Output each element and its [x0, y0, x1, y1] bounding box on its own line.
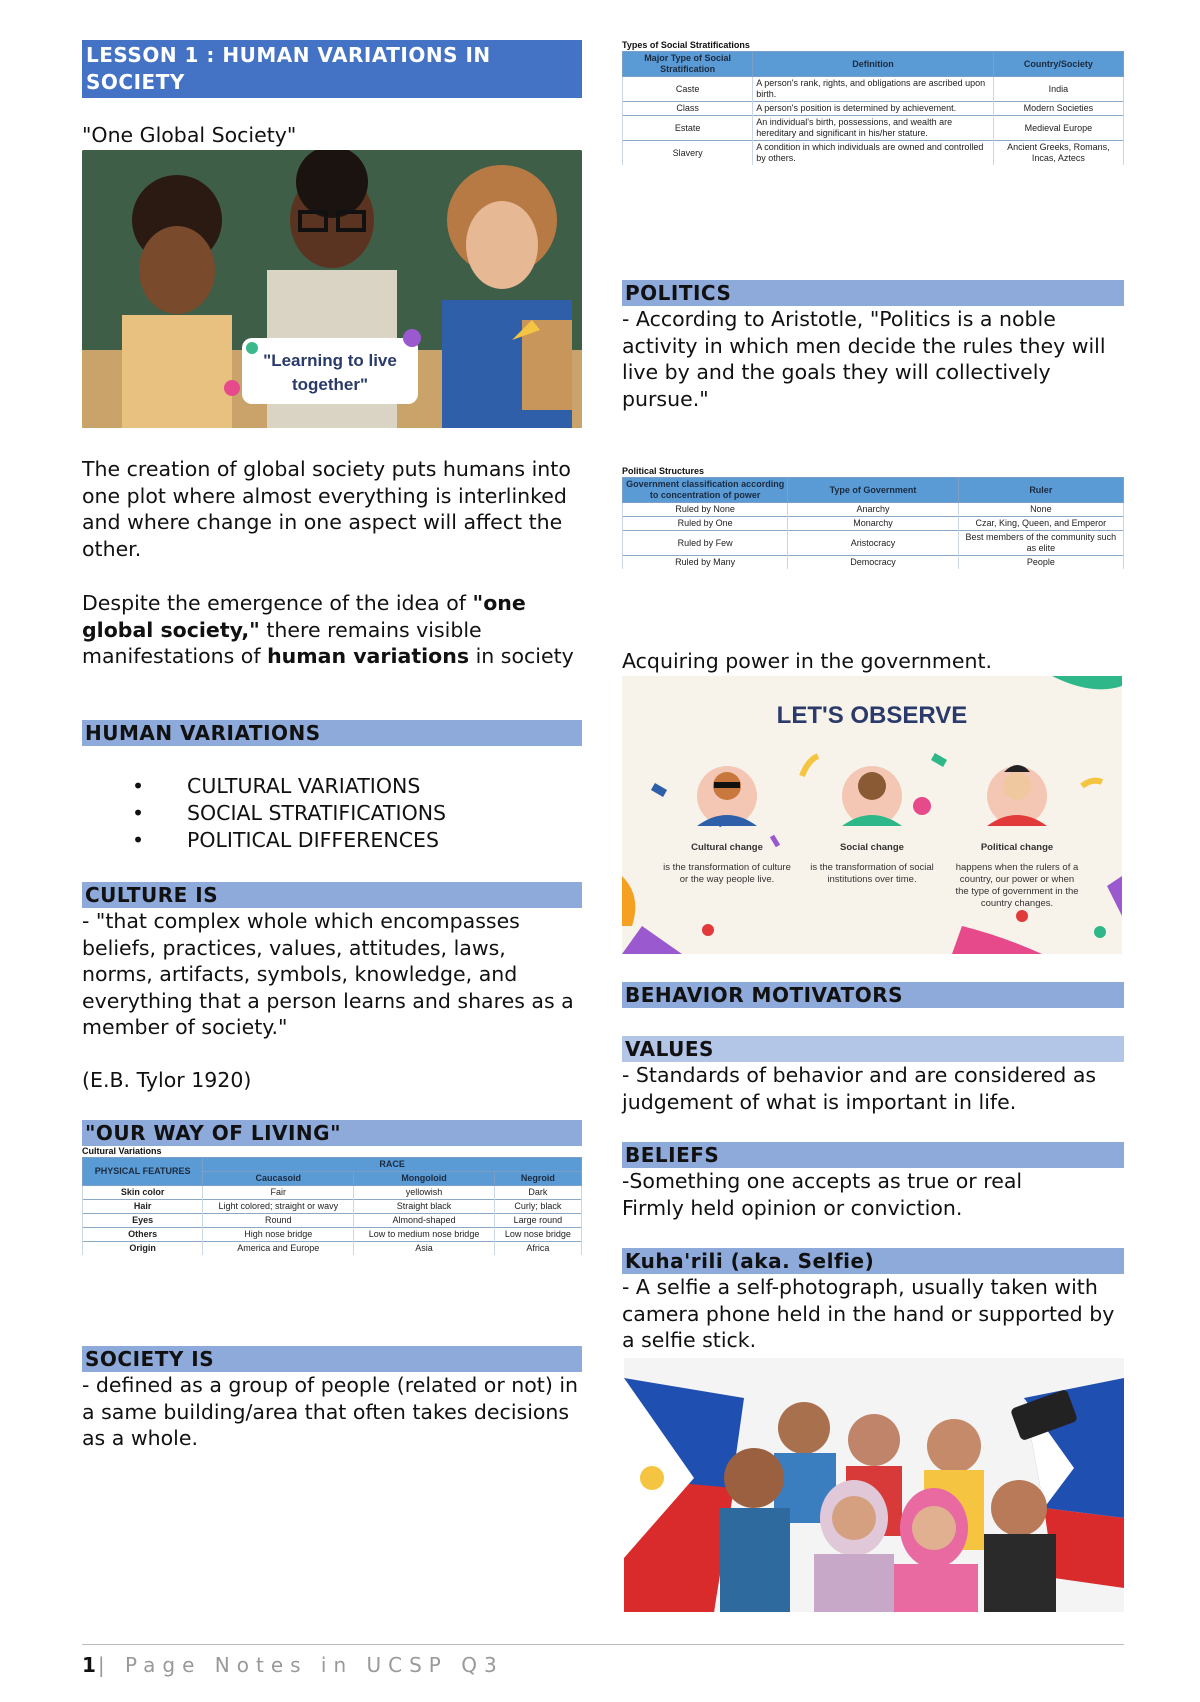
despite-text-3: in society [469, 644, 574, 668]
table-cell: America and Europe [203, 1242, 354, 1256]
behavior-motivators-heading: BEHAVIOR MOTIVATORS [622, 982, 1124, 1008]
table-header: Major Type of Social Stratification [623, 52, 753, 77]
table-cell: Almond-shaped [354, 1214, 494, 1228]
table-row [623, 116, 1124, 141]
table-cell: Medieval Europe [993, 116, 1123, 141]
table-cell: Low to medium nose bridge [354, 1228, 494, 1242]
table-row [623, 517, 1124, 531]
table-header: Type of Government [788, 478, 958, 503]
beliefs-heading: BELIEFS [622, 1142, 1124, 1168]
table-header: Government classification according to concentration of power [623, 478, 788, 503]
society-heading: SOCIETY IS [82, 1346, 582, 1372]
selfie-definition: - A selfie a self-photograph, usually taken with camera phone held in the hand or supported by a selfie stick. [622, 1275, 1115, 1352]
list-item: • SOCIAL STRATIFICATIONS [82, 800, 582, 827]
despite-text-1: Despite the emergence of the idea of [82, 591, 473, 615]
table-cell: Class [623, 102, 753, 116]
table-cell: Estate [623, 116, 753, 141]
table-cell: A person's position is determined by achievement. [753, 102, 993, 116]
intro-paragraph: The creation of global society puts humans into one plot where almost everything is interlinked and where change in one aspect will affect the other. [82, 457, 571, 561]
table-cell: Curly; black [494, 1200, 581, 1214]
table-cell: A condition in which individuals are owned and controlled by others. [753, 141, 993, 166]
page-number: 1 [82, 1653, 98, 1677]
table-cell: None [958, 503, 1123, 517]
political-structures-caption: Political Structures [622, 466, 705, 476]
observe-item-title: Social change [840, 842, 904, 853]
table-row [83, 1200, 582, 1214]
society-definition: - defined as a group of people (related or not) in a same building/area that often takes decisions as a whole. [82, 1373, 579, 1450]
table-cell: Asia [354, 1242, 494, 1256]
table-cell: Aristocracy [788, 531, 958, 556]
observe-item-title: Cultural change [691, 842, 763, 853]
table-cell: Ruled by One [623, 517, 788, 531]
table-cell: Africa [494, 1242, 581, 1256]
table-cell: Others [83, 1228, 203, 1242]
acquiring-power-text: Acquiring power in the government. [622, 649, 993, 673]
hero-children-photo [82, 150, 582, 428]
table-cell: Monarchy [788, 517, 958, 531]
table-header: Caucasoid [203, 1172, 354, 1186]
table-cell: High nose bridge [203, 1228, 354, 1242]
page-footer [82, 1644, 1124, 1677]
beliefs-line2: Firmly held opinion or conviction. [622, 1195, 963, 1220]
table-row [83, 1242, 582, 1256]
table-cell: Origin [83, 1242, 203, 1256]
political-structures-table [622, 477, 1124, 569]
table-cell: Eyes [83, 1214, 203, 1228]
table-cell: Modern Societies [993, 102, 1123, 116]
culture-citation: (E.B. Tylor 1920) [82, 1067, 252, 1092]
table-cell: Hair [83, 1200, 203, 1214]
observe-item-cultural [662, 842, 792, 886]
table-row [623, 102, 1124, 116]
table-header: Negroid [494, 1172, 581, 1186]
selfie-group-photo [624, 1358, 1124, 1612]
values-heading: VALUES [622, 1036, 1124, 1062]
hero-caption-line1: "Learning to live [263, 351, 397, 370]
cultural-variations-table [82, 1157, 582, 1255]
observe-title: LET'S OBSERVE [776, 702, 968, 729]
culture-definition: - "that complex whole which encompasses beliefs, practices, values, attitudes, laws, norms, artifacts, symbols, knowledge, and everything that a person learns and shares as a member of society." [82, 909, 574, 1039]
table-cell: Ruled by Few [623, 531, 788, 556]
footer-text: | Page Notes in UCSP Q3 [97, 1653, 504, 1677]
table-cell: Low nose bridge [494, 1228, 581, 1242]
lesson-title: LESSON 1 : HUMAN VARIATIONS IN SOCIETY [82, 40, 582, 98]
table-row [623, 503, 1124, 517]
table-cell: Ruled by Many [623, 556, 788, 570]
table-row [83, 1228, 582, 1242]
stratification-caption: Types of Social Stratifications [622, 40, 750, 50]
table-cell: Fair [203, 1186, 354, 1200]
table-header: Definition [753, 52, 993, 77]
table-cell: Round [203, 1214, 354, 1228]
table-row [623, 77, 1124, 102]
observe-item-title: Political change [980, 842, 1054, 853]
table-cell: yellowish [354, 1186, 494, 1200]
list-item: • CULTURAL VARIATIONS [82, 773, 582, 800]
table-cell: Democracy [788, 556, 958, 570]
table-cell: An individual's birth, possessions, and wealth are hereditary and significant in his/her stature. [753, 116, 993, 141]
values-definition: - Standards of behavior and are considered as judgement of what is important in life. [622, 1063, 1097, 1114]
table-header: PHYSICAL FEATURES [83, 1158, 203, 1186]
table-row [623, 141, 1124, 166]
stratification-table [622, 51, 1124, 165]
list-item: • POLITICAL DIFFERENCES [82, 827, 582, 854]
beliefs-line1: -Something one accepts as true or real [622, 1169, 1023, 1193]
human-variations-list [82, 773, 582, 854]
table-cell: Ancient Greeks, Romans, Incas, Aztecs [993, 141, 1123, 166]
table-cell: Straight black [354, 1200, 494, 1214]
table-header: Mongoloid [354, 1172, 494, 1186]
table-cell: Caste [623, 77, 753, 102]
table-cell: Best members of the community such as elite [958, 531, 1123, 556]
table-cell: Ruled by None [623, 503, 788, 517]
observe-item-political [952, 842, 1082, 910]
table-cell: Slavery [623, 141, 753, 166]
table-row [83, 1186, 582, 1200]
table-cell: Large round [494, 1214, 581, 1228]
children-illustration [82, 150, 582, 428]
table-header: Ruler [958, 478, 1123, 503]
despite-bold-2: human variations [267, 644, 470, 668]
despite-paragraph [82, 590, 582, 670]
table-cell: Skin color [83, 1186, 203, 1200]
one-global-society-quote: "One Global Society" [82, 123, 297, 147]
politics-definition: - According to Aristotle, "Politics is a noble activity in which men decide the rules they will live by and the goals they will collectively pursue." [622, 307, 1106, 411]
observe-item-social [807, 842, 937, 886]
hero-caption-line2: together" [291, 375, 369, 394]
culture-heading: CULTURE IS [82, 882, 582, 908]
observe-item-text: is the transformation of culture or the way people live. [663, 862, 791, 885]
table-cell: Anarchy [788, 503, 958, 517]
table-cell: Czar, King, Queen, and Emperor [958, 517, 1123, 531]
despite-bold-1: "one global society," [82, 591, 526, 642]
table-cell: Light colored; straight or wavy [203, 1200, 354, 1214]
politics-heading: POLITICS [622, 280, 1124, 306]
observe-item-text: happens when the rulers of a country, our power or when the type of government in the country changes. [955, 862, 1079, 909]
cultural-variations-caption: Cultural Variations [82, 1146, 162, 1156]
table-header: Country/Society [993, 52, 1123, 77]
table-cell: Dark [494, 1186, 581, 1200]
table-cell: A person's rank, rights, and obligations are ascribed upon birth. [753, 77, 993, 102]
table-row [623, 531, 1124, 556]
human-variations-heading: HUMAN VARIATIONS [82, 720, 582, 746]
selfie-illustration [624, 1358, 1124, 1612]
lets-observe-infographic [622, 676, 1122, 954]
selfie-heading: Kuha'rili (aka. Selfie) [622, 1248, 1124, 1274]
table-header: RACE [203, 1158, 582, 1172]
observe-item-text: is the transformation of social institutions over time. [810, 862, 934, 885]
table-row [623, 556, 1124, 570]
despite-text-2: there remains visible manifestations of [82, 617, 482, 668]
table-row [83, 1214, 582, 1228]
way-of-living-heading: "OUR WAY OF LIVING" [82, 1120, 582, 1146]
table-cell: India [993, 77, 1123, 102]
table-cell: People [958, 556, 1123, 570]
